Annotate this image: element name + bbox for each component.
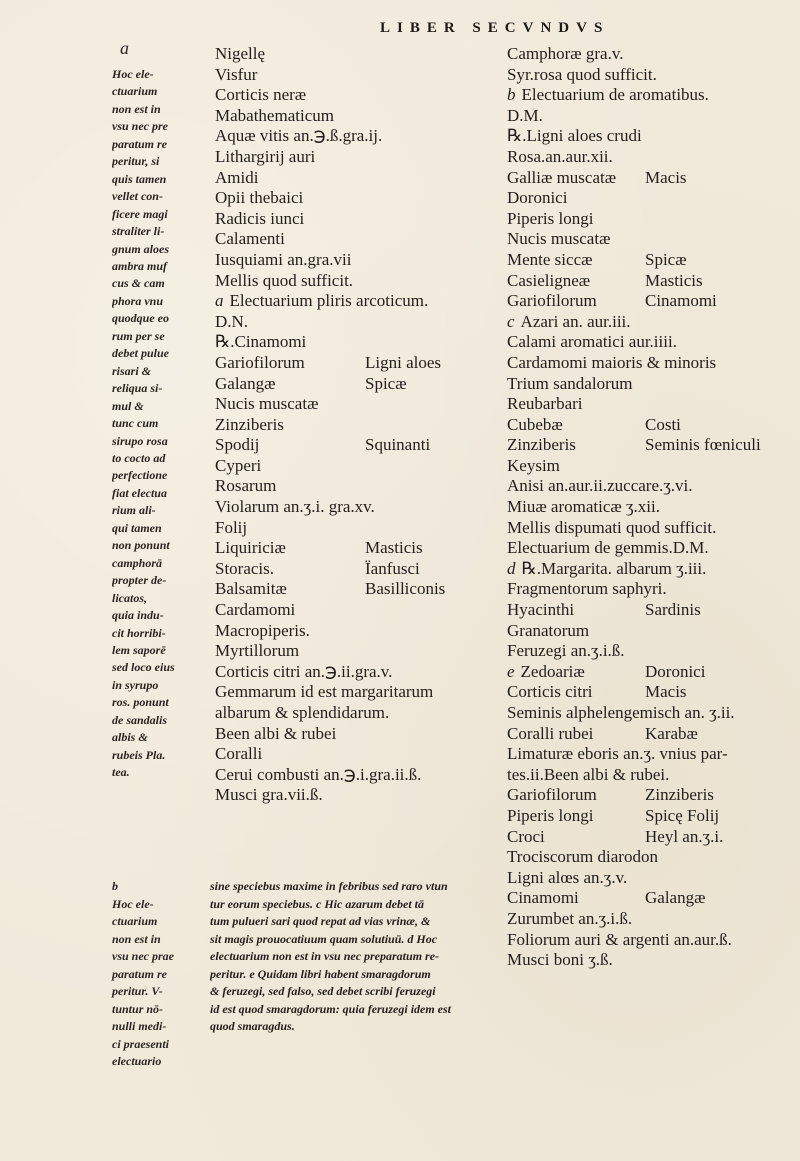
ingredient-text-second: Galangæ xyxy=(645,888,706,908)
recipe-line xyxy=(507,950,797,971)
ingredient-text: albarum & splendidarum. xyxy=(215,703,390,722)
margin-note-top xyxy=(112,66,208,782)
recipe-line xyxy=(215,271,495,292)
recipe-line xyxy=(507,559,797,580)
recipe-line xyxy=(507,312,797,333)
recipe-line xyxy=(215,476,495,497)
ingredient-text: D.M. xyxy=(507,105,543,125)
margin-note-line: cit horribi- xyxy=(112,625,166,640)
ingredient-text: Corticis citri an.℈.ii.gra.v. xyxy=(215,661,393,681)
margin-note-line: electuario xyxy=(112,1054,162,1068)
margin-note-line: vsu nec prae xyxy=(112,949,174,963)
margin-note-bottom xyxy=(112,878,208,1071)
ingredient-text: Galangæ xyxy=(215,373,276,393)
recipe-line xyxy=(507,394,797,415)
recipe-line xyxy=(215,744,495,765)
ingredient-text: Granatorum xyxy=(507,620,590,640)
margin-note-line: Hoc ele- xyxy=(112,67,154,81)
recipe-line xyxy=(215,765,495,786)
margin-note-line: quis tamen xyxy=(112,171,167,186)
recipe-line xyxy=(215,126,495,147)
ingredient-text: Zurumbet an.ʒ.i.ß. xyxy=(507,908,633,928)
margin-note-line: cus & cam xyxy=(112,276,165,291)
ingredient-text: Nucis muscatæ xyxy=(215,394,319,414)
ingredient-text: Rosa.an.aur.xii. xyxy=(507,146,613,166)
ingredient-text: Zinziberis xyxy=(507,435,576,455)
margin-note-line: peritur, si xyxy=(112,154,160,169)
ingredient-text: Corticis neræ xyxy=(215,85,307,105)
ingredient-text: Corticis citri xyxy=(507,682,593,702)
ingredient-text: Myrtillorum xyxy=(215,641,300,661)
recipe-line xyxy=(215,682,495,703)
footnote-line: sit magis prouocatiuum quam solutiuū. d Hoc xyxy=(210,931,438,946)
ingredient-text: Gariofilorum xyxy=(507,785,597,805)
recipe-line xyxy=(507,703,797,724)
margin-note-line: reliqua si- xyxy=(112,381,163,396)
ingredient-text: Spodij xyxy=(215,435,260,455)
ingredient-text: Ligni alœs an.ʒ.v. xyxy=(507,867,628,887)
recipe-line xyxy=(507,806,797,827)
note-key: b xyxy=(507,85,516,105)
ingredient-text-second: Spicæ xyxy=(365,373,407,393)
ingredient-text: Gariofilorum xyxy=(215,352,305,372)
recipe-line xyxy=(507,497,797,518)
recipe-line xyxy=(507,538,797,559)
ingredient-text: Trium sandalorum xyxy=(507,373,633,393)
margin-note-line: ambra muf xyxy=(112,258,168,273)
ingredient-text: Macropiperis. xyxy=(215,620,310,640)
ingredient-text: Seminis alphelengemisch an. ʒ.ii. xyxy=(507,703,735,722)
margin-note-line: non ponunt xyxy=(112,538,170,553)
ingredient-text-second: Heyl an.ʒ.i. xyxy=(645,826,724,846)
recipe-line xyxy=(507,662,797,683)
ingredient-text: Musci gra.vii.ß. xyxy=(215,785,323,805)
recipe-line xyxy=(507,44,797,65)
ingredient-text: Electuarium pliris arcoticum. xyxy=(229,291,429,311)
ingredient-text: Mabathematicum xyxy=(215,105,334,125)
recipe-line xyxy=(507,250,797,271)
recipe-line xyxy=(215,332,495,353)
ingredient-text: Feruzegi an.ʒ.i.ß. xyxy=(507,641,625,661)
recipe-line xyxy=(507,827,797,848)
recipe-line xyxy=(507,188,797,209)
right-column xyxy=(507,44,797,971)
ingredient-text-second: Cinamomi xyxy=(645,291,717,311)
margin-note-line: Hoc ele- xyxy=(112,896,154,911)
ingredient-text: Mellis quod sufficit. xyxy=(215,270,354,290)
ingredient-text: Trociscorum diarodon xyxy=(507,847,658,867)
recipe-line xyxy=(215,435,495,456)
ingredient-text: Cardamomi xyxy=(215,600,296,620)
margin-note-line: tunc cum xyxy=(112,416,159,431)
ingredient-text-second: Macis xyxy=(645,682,687,702)
margin-note-line: non est in xyxy=(112,101,161,116)
margin-note-line: sirupo rosa xyxy=(112,433,168,448)
ingredient-text: Coralli xyxy=(215,744,263,764)
footnote-line: peritur. e Quidam libri habent smaragdorum xyxy=(210,966,431,981)
ingredient-text-second: Sardinis xyxy=(645,600,701,620)
ingredient-text-second: Masticis xyxy=(645,270,703,290)
margin-note-line: ctuarium xyxy=(112,84,158,99)
ingredient-text: Rosarum xyxy=(215,476,277,496)
ingredient-text: Electuarium de aromatibus. xyxy=(521,85,709,105)
ingredient-text: Liquiriciæ xyxy=(215,538,286,558)
margin-note-line: paratum re xyxy=(112,136,168,151)
margin-note-line: mul & xyxy=(112,398,144,413)
ingredient-text: Nucis muscatæ xyxy=(507,229,611,249)
ingredient-text: D.N. xyxy=(215,311,249,331)
recipe-line xyxy=(507,724,797,745)
ingredient-text: tes.ii.Been albi & rubei. xyxy=(507,764,670,784)
margin-note-line: rium ali- xyxy=(112,503,156,518)
recipe-line xyxy=(507,435,797,456)
ingredient-text: Hyacinthi xyxy=(507,600,575,620)
recipe-line xyxy=(507,374,797,395)
recipe-line xyxy=(507,621,797,642)
ingredient-text-second: Basilliconis xyxy=(365,579,446,599)
ingredient-text: Croci xyxy=(507,826,545,846)
ingredient-text-second: Karabæ xyxy=(645,723,698,743)
recipe-line xyxy=(507,518,797,539)
footnote-line: & feruzegi, sed falso, sed debet scribi feruzegi xyxy=(210,984,436,998)
ingredient-text: Camphoræ gra.v. xyxy=(507,44,624,63)
recipe-line xyxy=(507,847,797,868)
margin-note-line: ros. ponunt xyxy=(112,695,169,710)
ingredient-text: Galliæ muscatæ xyxy=(507,167,617,187)
recipe-line xyxy=(507,744,797,765)
ingredient-text: Mellis dispumati quod sufficit. xyxy=(507,517,717,537)
ingredient-text: Fragmentorum saphyri. xyxy=(507,579,667,599)
note-key: c xyxy=(507,311,515,331)
ingredient-text: Musci boni ʒ.ß. xyxy=(507,950,613,970)
margin-note-line: vellet con- xyxy=(112,189,163,204)
footnote-line: tur eorum speciebus. c Hic azarum debet tā xyxy=(210,896,424,911)
ingredient-text: Miuæ aromaticæ ʒ.xii. xyxy=(507,497,660,517)
recipe-line xyxy=(507,147,797,168)
ingredient-text: Nigellę xyxy=(215,44,266,63)
recipe-line xyxy=(507,456,797,477)
margin-note-line: licatos, xyxy=(112,590,147,605)
recipe-line xyxy=(215,374,495,395)
recipe-line xyxy=(215,44,495,65)
margin-note-line: propter de- xyxy=(112,573,167,588)
ingredient-text: Reubarbari xyxy=(507,394,583,414)
recipe-line xyxy=(215,209,495,230)
recipe-line xyxy=(507,415,797,436)
recipe-line xyxy=(215,724,495,745)
ingredient-text: Cubebæ xyxy=(507,414,563,434)
recipe-line xyxy=(215,662,495,683)
ingredient-text: Cinamomi xyxy=(507,888,579,908)
ingredient-text: ℞.Ligni aloes crudi xyxy=(507,126,642,146)
ingredient-text: Lithargirij auri xyxy=(215,146,316,166)
ingredient-text: Aquæ vitis an.℈.ß.gra.ij. xyxy=(215,126,383,146)
ingredient-text: Casieligneæ xyxy=(507,270,591,290)
ingredient-text: Cardamomi maioris & minoris xyxy=(507,352,717,372)
margin-note-line: quodque eo xyxy=(112,311,169,326)
recipe-line xyxy=(507,909,797,930)
margin-note-line: ctuarium xyxy=(112,914,158,928)
margin-note-line: peritur. V- xyxy=(112,984,163,998)
folio-mark: a xyxy=(120,38,129,58)
recipe-line xyxy=(507,930,797,951)
recipe-line xyxy=(215,579,495,600)
recipe-line xyxy=(215,641,495,662)
margin-note-line: lem saporē xyxy=(112,642,166,657)
recipe-line xyxy=(215,559,495,580)
note-key: e xyxy=(507,661,515,681)
ingredient-text-second: Costi xyxy=(645,414,681,434)
margin-note-line: qui tamen xyxy=(112,520,162,535)
margin-note-line: albis & xyxy=(112,730,148,745)
recipe-line xyxy=(215,600,495,621)
ingredient-text-second: Doronici xyxy=(645,661,706,681)
footnote-line: id est quod smaragdorum: quia feruzegi idem est xyxy=(210,1001,452,1016)
recipe-line xyxy=(507,868,797,889)
recipe-line xyxy=(215,312,495,333)
ingredient-text: Piperis longi xyxy=(507,805,594,825)
margin-note-line: rum per se xyxy=(112,328,165,343)
margin-note-line: tea. xyxy=(112,765,130,780)
ingredient-text: ℞.Margarita. albarum ʒ.iii. xyxy=(521,558,707,578)
recipe-line xyxy=(215,229,495,250)
recipe-line xyxy=(507,168,797,189)
ingredient-text: Gariofilorum xyxy=(507,291,597,311)
recipe-line xyxy=(215,518,495,539)
recipe-line xyxy=(507,106,797,127)
recipe-line xyxy=(507,229,797,250)
footnote-line: electuarium non est in vsu nec preparatum re- xyxy=(210,949,440,963)
margin-note-line: tuntur nō- xyxy=(112,1001,164,1016)
recipe-line xyxy=(507,291,797,312)
recipe-line xyxy=(507,353,797,374)
ingredient-text: Balsamitæ xyxy=(215,579,287,599)
recipe-line xyxy=(215,85,495,106)
recipe-line xyxy=(215,188,495,209)
margin-note-line: phora vnu xyxy=(112,293,164,308)
ingredient-text: Zinziberis xyxy=(215,414,284,434)
ingredient-text: Doronici xyxy=(507,188,568,208)
note-key: d xyxy=(507,558,516,578)
ingredient-text: Coralli rubei xyxy=(507,723,594,743)
ingredient-text: Cerui combusti an.℈.i.gra.ii.ß. xyxy=(215,764,422,784)
margin-note-line: vsu nec pre xyxy=(112,119,168,134)
recipe-line xyxy=(507,476,797,497)
margin-note-line: paratum re xyxy=(112,966,168,981)
recipe-line xyxy=(507,332,797,353)
recipe-line xyxy=(215,538,495,559)
recipe-line xyxy=(215,106,495,127)
ingredient-text: Keysim xyxy=(507,455,560,475)
margin-note-line: non est in xyxy=(112,931,161,946)
ingredient-text: Electuarium de gemmis.D.M. xyxy=(507,538,709,558)
margin-note-line: gnum aloes xyxy=(112,241,170,256)
recipe-line xyxy=(215,415,495,436)
footnote-line: quod smaragdus. xyxy=(210,1019,295,1033)
note-key: a xyxy=(215,291,224,311)
margin-note-line: nulli medi- xyxy=(112,1019,167,1033)
ingredient-text-second: Zinziberis xyxy=(645,785,714,805)
ingredient-text: Piperis longi xyxy=(507,208,594,228)
recipe-line xyxy=(215,65,495,86)
margin-note-line: ficere magi xyxy=(112,206,168,221)
recipe-line xyxy=(215,394,495,415)
ingredient-text: Azari an. aur.iii. xyxy=(520,311,631,331)
ingredient-text: Been albi & rubei xyxy=(215,723,337,743)
margin-note-line: sed loco eius xyxy=(112,660,175,675)
running-title: LIBER SECVNDVS xyxy=(380,20,610,36)
ingredient-text: Amidi xyxy=(215,167,259,187)
recipe-line xyxy=(215,703,495,724)
recipe-line xyxy=(507,785,797,806)
left-column xyxy=(215,44,495,806)
ingredient-text: Limaturæ eboris an.ʒ. vnius par- xyxy=(507,744,728,764)
footnote-line: tum pulueri sari quod repat ad vias vrinæ, & xyxy=(210,914,431,928)
ingredient-text: Mente siccæ xyxy=(507,249,593,269)
recipe-line xyxy=(215,785,495,806)
ingredient-text-second: Squinanti xyxy=(365,435,431,455)
recipe-line xyxy=(215,250,495,271)
ingredient-text: Violarum an.ʒ.i. gra.xv. xyxy=(215,497,375,517)
ingredient-text-second: Macis xyxy=(645,167,687,187)
margin-note-line: b xyxy=(112,879,118,893)
margin-note-line: in syrupo xyxy=(112,677,159,692)
recipe-line xyxy=(507,641,797,662)
ingredient-text-second: Ïanfusci xyxy=(365,558,420,578)
ingredient-text: Zedoariæ xyxy=(520,661,585,681)
ingredient-text: Visfur xyxy=(215,64,258,84)
margin-note-line: straliter li- xyxy=(112,224,165,239)
ingredient-text: Gemmarum id est margaritarum xyxy=(215,682,434,702)
recipe-line xyxy=(507,209,797,230)
ingredient-text-second: Spicę Folij xyxy=(645,805,720,825)
recipe-line xyxy=(215,291,495,312)
recipe-line xyxy=(507,85,797,106)
recipe-line xyxy=(215,497,495,518)
recipe-line xyxy=(507,600,797,621)
margin-note-line: quia indu- xyxy=(112,608,164,623)
ingredient-text-second: Spicæ xyxy=(645,249,687,269)
footnote-line: sine speciebus maxime in febribus sed raro vtun xyxy=(210,879,448,893)
ingredient-text: Foliorum auri & argenti an.aur.ß. xyxy=(507,929,732,949)
margin-note-line: debet pulue xyxy=(112,346,169,361)
recipe-line xyxy=(215,456,495,477)
margin-note-line: fiat electua xyxy=(112,485,167,500)
ingredient-text-second: Ligni aloes xyxy=(365,352,442,372)
ingredient-text: Calami aromatici aur.iiii. xyxy=(507,332,677,352)
margin-note-line: de sandalis xyxy=(112,712,168,727)
recipe-line xyxy=(215,621,495,642)
recipe-line xyxy=(215,168,495,189)
ingredient-text: Storacis. xyxy=(215,558,275,578)
recipe-line xyxy=(215,147,495,168)
margin-note-line: camphorā xyxy=(112,555,163,570)
margin-note-line: to cocto ad xyxy=(112,450,166,465)
margin-note-line: perfectione xyxy=(112,468,168,483)
ingredient-text: Radicis iunci xyxy=(215,208,305,228)
ingredient-text-second: Masticis xyxy=(365,538,423,558)
recipe-line xyxy=(507,271,797,292)
ingredient-text: Folij xyxy=(215,517,248,537)
margin-note-line: ci praesenti xyxy=(112,1036,169,1051)
recipe-line xyxy=(507,682,797,703)
margin-note-line: risari & xyxy=(112,363,152,378)
ingredient-text: Calamenti xyxy=(215,229,285,249)
recipe-line xyxy=(507,126,797,147)
ingredient-text: Syr.rosa quod sufficit. xyxy=(507,64,657,84)
ingredient-text: Opii thebaici xyxy=(215,188,304,208)
recipe-line xyxy=(507,765,797,786)
ingredient-text: Iusquiami an.gra.vii xyxy=(215,249,352,269)
footnotes xyxy=(210,878,500,1036)
margin-note-line: rubeis Pla. xyxy=(112,747,166,762)
recipe-line xyxy=(507,65,797,86)
ingredient-text-second: Seminis fœniculi xyxy=(645,435,761,455)
recipe-line xyxy=(507,579,797,600)
ingredient-text: Cyperi xyxy=(215,455,262,475)
ingredient-text: Anisi an.aur.ii.zuccare.ʒ.vi. xyxy=(507,476,693,496)
recipe-line xyxy=(215,353,495,374)
recipe-line xyxy=(507,888,797,909)
ingredient-text: ℞.Cinamomi xyxy=(215,332,307,352)
